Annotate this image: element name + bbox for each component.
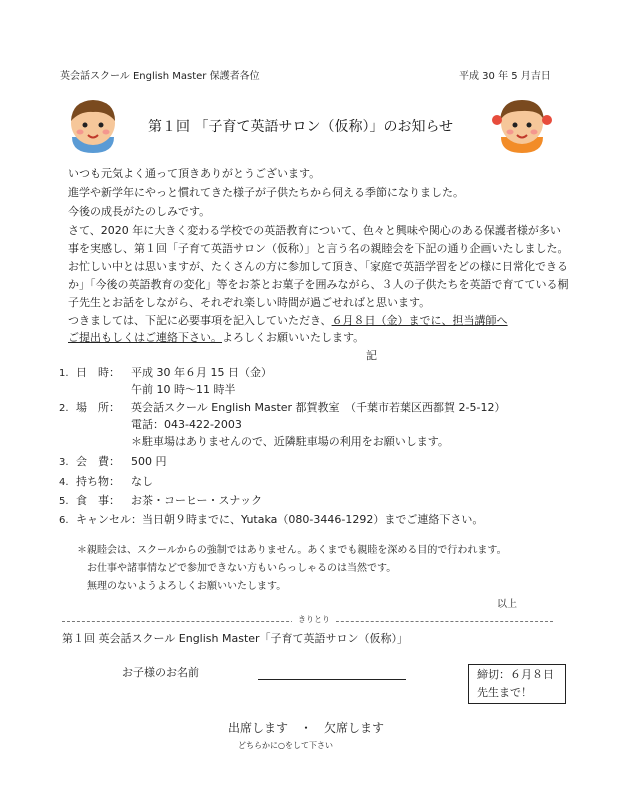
- recipient-line: 英会話スクール English Master 保護者各位: [60, 71, 260, 82]
- request-suffix: よろしくお願いいたします。: [222, 331, 365, 344]
- item-label: キャンセル：当日朝９時までに、Yutaka（080-3446-1292）までご連絡下さい。: [76, 513, 484, 526]
- item-value: 平成 30 年６月 15 日（金）: [131, 366, 272, 379]
- request-line-1: [68, 314, 508, 328]
- item-number: 4.: [59, 477, 69, 488]
- attendance-options[interactable]: 出席します ・ 欠席します: [228, 721, 385, 735]
- intro-line: 子先生とお話をしながら、それぞれ楽しい時間が過ごせればと思います。: [68, 296, 431, 309]
- intro-line: いつも元気よく通って頂きありがとうございます。: [68, 167, 321, 180]
- boy-illustration: [62, 93, 124, 155]
- notice-title: 第１回 「子育て英語サロン（仮称）」のお知らせ: [148, 119, 454, 135]
- deadline-text: 締切：６月８日: [477, 668, 554, 681]
- ijo-label: 以上: [497, 599, 517, 610]
- deadline-text: 先生まで！: [477, 686, 532, 699]
- cut-label: きりとり: [292, 614, 336, 625]
- intro-line: 事を実感し、第１回「子育て英語サロン（仮称）」と言う名の親睦会を下記の通り企画いたしました。: [68, 242, 569, 255]
- item-value: ＊駐車場はありませんので、近隣駐車場の利用をお願いします。: [131, 435, 449, 448]
- ki-heading: 記: [366, 349, 377, 362]
- item-number: 3.: [59, 457, 69, 468]
- note-line: 無理のないようよろしくお願いいたします。: [87, 581, 287, 592]
- item-label: 会 費：: [76, 455, 120, 468]
- item-value: お茶・コーヒー・スナック: [131, 494, 263, 507]
- item-number: 5.: [59, 496, 69, 507]
- intro-line: 今後の成長がたのしみです。: [68, 205, 211, 218]
- item-label: 日 時：: [76, 366, 120, 379]
- item-label: 食 事：: [76, 494, 120, 507]
- item-label: 場 所：: [76, 401, 120, 414]
- child-name-line[interactable]: [258, 679, 406, 680]
- item-label: 持ち物：: [76, 475, 120, 488]
- request-deadline: ６月８日（金）までに、担当講師へ: [331, 314, 508, 327]
- form-title: 第１回 英会話スクール English Master「子育て英語サロン（仮称）」: [62, 632, 409, 645]
- intro-line: お忙しい中とは思いますが、たくさんの方に参加して頂き、「家庭で英語学習をどの様に日常化できる: [68, 260, 569, 273]
- girl-illustration: [489, 93, 555, 155]
- item-value: 英会話スクール English Master 都賀教室 （千葉市若葉区西都賀 2-5-12）: [131, 401, 506, 414]
- item-number: 2.: [59, 403, 69, 414]
- item-value: 電話：043-422-2003: [131, 418, 242, 431]
- intro-line: か」「今後の英語教育の変化」等をお茶とお菓子を囲みながら、３人の子供たちを英語で育てている桐: [68, 278, 569, 291]
- attendance-hint: どちらかに○をして下さい: [238, 741, 333, 750]
- intro-line: 進学や新学年にやっと慣れてきた様子が子供たちから伺える季節になりました。: [68, 186, 464, 199]
- intro-line: さて、2020 年に大きく変わる学校での英語教育について、色々と興味や関心のある保護者様が多い: [68, 224, 561, 237]
- request-prefix: つきましては、下記に必要事項を記入していただき、: [68, 314, 332, 327]
- item-value: なし: [131, 475, 153, 488]
- item-value: 500 円: [131, 455, 167, 468]
- note-line: お仕事や諸事情などで参加できない方もいらっしゃるのは当然です。: [87, 563, 397, 574]
- note-line: ＊親睦会は、スクールからの強制ではありません。あくまでも親睦を深める目的で行われます。: [77, 545, 507, 556]
- issue-date: 平成 30 年 5 月吉日: [459, 71, 551, 82]
- item-number: 1.: [59, 368, 69, 379]
- request-submit: ご提出もしくはご連絡下さい。: [68, 331, 222, 344]
- child-name-label: お子様のお名前: [122, 666, 199, 679]
- item-value: 午前 10 時～11 時半: [131, 383, 236, 396]
- request-line-2: [68, 331, 364, 345]
- item-number: 6.: [59, 515, 69, 526]
